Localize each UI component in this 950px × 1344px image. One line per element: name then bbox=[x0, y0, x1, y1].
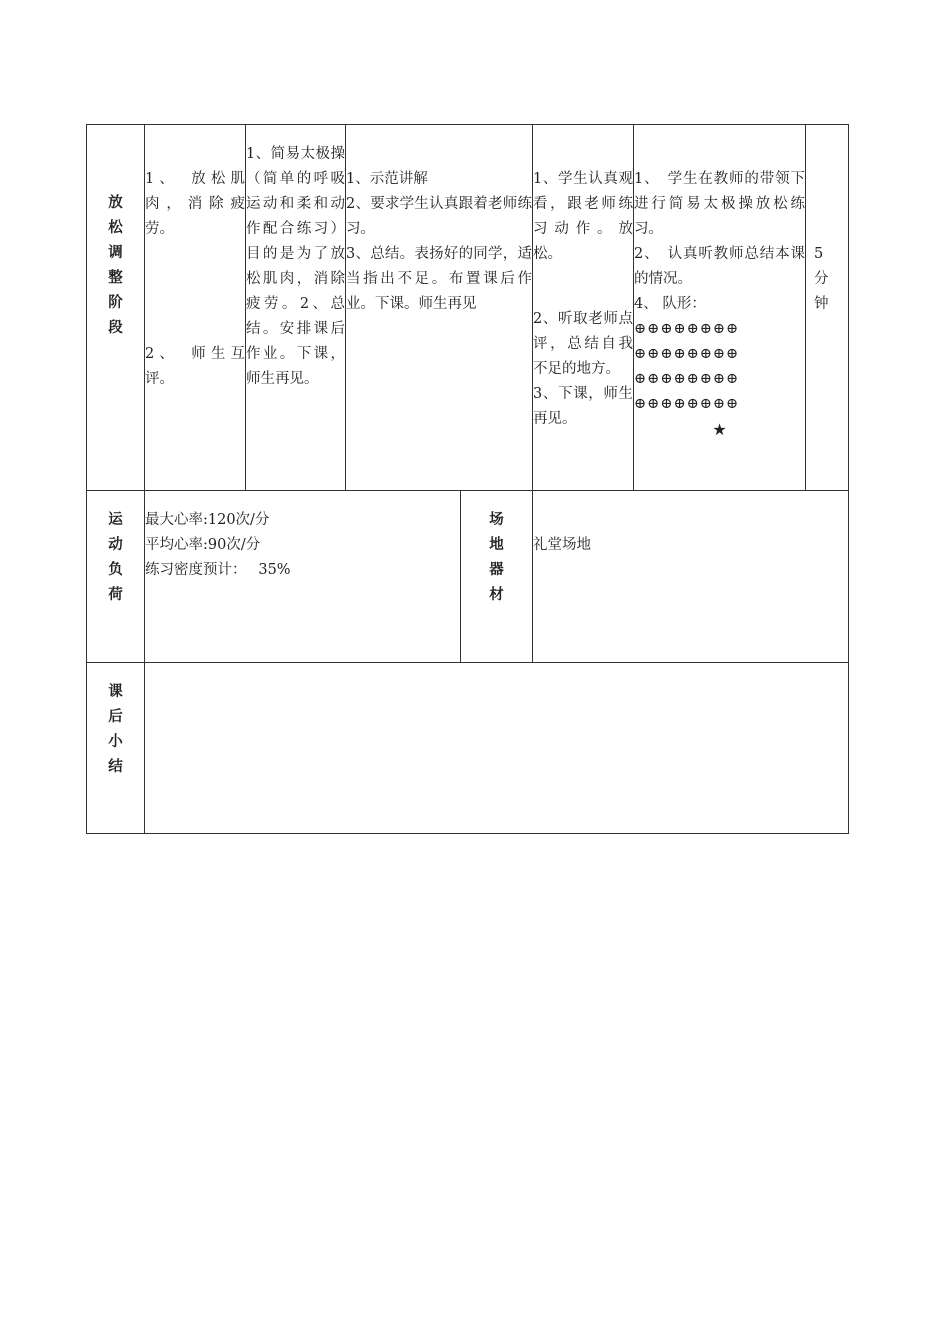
venue-label: 场地器材 bbox=[461, 491, 533, 663]
lesson-plan-table bbox=[86, 124, 849, 834]
org-step-1: 1、 学生在教师的带领下进行简易太极操放松练习。 bbox=[634, 171, 806, 237]
objective-1: 1、 放松肌肉，消除疲劳。 bbox=[145, 171, 245, 237]
teacher-step-3: 3、总结。表扬好的同学，适当指出不足。布置课后作业。下课。师生再见 bbox=[346, 246, 533, 312]
stage-label-summary: 课后小结 bbox=[87, 663, 145, 834]
teacher-method-cell bbox=[346, 125, 533, 491]
stage-label-load: 运动负荷 bbox=[87, 491, 145, 663]
load-row bbox=[87, 491, 849, 663]
formation-row-1: ⊕⊕⊕⊕⊕⊕⊕⊕ bbox=[634, 321, 740, 337]
summary-row bbox=[87, 663, 849, 834]
organization-cell bbox=[634, 125, 806, 491]
objective-2: 2、 师生互评。 bbox=[145, 346, 245, 387]
student-method-cell bbox=[533, 125, 634, 491]
relax-stage-row bbox=[87, 125, 849, 491]
student-step-3: 3、下课，师生再见。 bbox=[533, 386, 634, 427]
teacher-star-icon: ★ bbox=[712, 420, 727, 439]
max-heart-rate: 最大心率:120次/分 bbox=[145, 512, 270, 528]
teacher-step-1: 1、示范讲解 bbox=[346, 171, 428, 187]
teacher-step-2: 2、要求学生认真跟着老师练习。 bbox=[346, 196, 533, 237]
org-step-4: 4、 队形： bbox=[634, 296, 706, 312]
time-cell bbox=[806, 125, 849, 491]
content-text: 1、简易太极操（简单的呼吸运动和柔和动作配合练习）目的是为了放松肌肉，消除疲劳。2、总结。安排课后作业。下课，师生再见。 bbox=[246, 146, 345, 387]
student-step-2: 2、听取老师点评，总结自我不足的地方。 bbox=[533, 311, 634, 377]
formation-row-2: ⊕⊕⊕⊕⊕⊕⊕⊕ bbox=[634, 346, 740, 362]
summary-cell bbox=[145, 663, 849, 834]
avg-heart-rate: 平均心率:90次/分 bbox=[145, 537, 261, 553]
time-text: 5分钟 bbox=[814, 246, 829, 312]
practice-density: 练习密度预计： 35% bbox=[145, 562, 291, 578]
venue-value-cell bbox=[533, 491, 849, 663]
student-step-1: 1、学生认真观看，跟老师练习动作。放松。 bbox=[533, 171, 634, 262]
venue-value: 礼堂场地 bbox=[533, 537, 592, 553]
load-cell bbox=[145, 491, 461, 663]
objectives-cell bbox=[145, 125, 246, 491]
org-step-2: 2、 认真听教师总结本课的情况。 bbox=[634, 246, 806, 287]
formation-row-4: ⊕⊕⊕⊕⊕⊕⊕⊕ bbox=[634, 396, 740, 412]
formation-row-3: ⊕⊕⊕⊕⊕⊕⊕⊕ bbox=[634, 371, 740, 387]
stage-label-relax: 放松调整阶段 bbox=[87, 125, 145, 491]
content-cell bbox=[246, 125, 346, 491]
